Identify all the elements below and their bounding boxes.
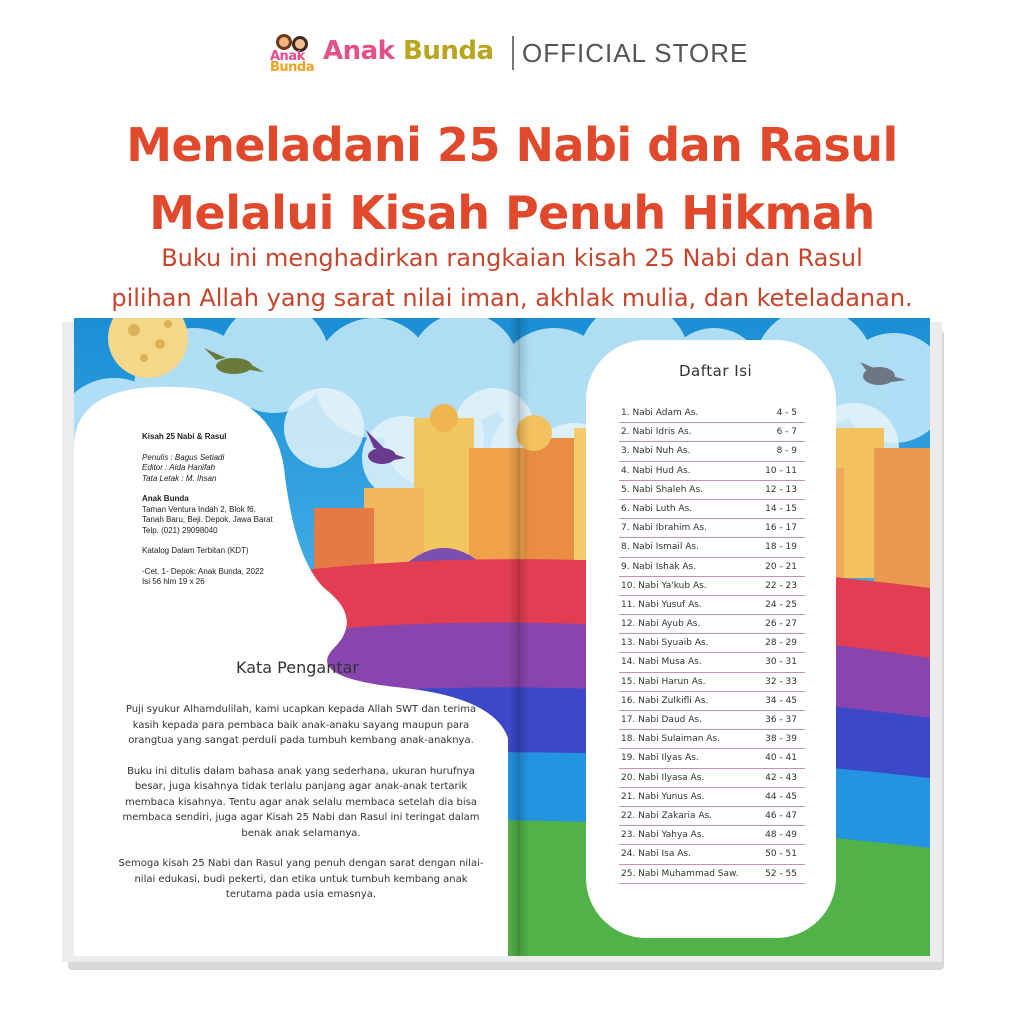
- subtitle-line-1: Buku ini menghadirkan rangkaian kisah 25 Nabi dan Rasul: [161, 244, 863, 272]
- anak-bunda-logo: [270, 34, 320, 76]
- publisher-name: Anak Bunda: [142, 494, 189, 503]
- toc-chapter-name: 1. Nabi Adam As.: [621, 408, 699, 418]
- toc-row: [619, 845, 805, 864]
- publisher-address-1: Taman Ventura Indah 2, Blok f6.: [142, 504, 256, 514]
- toc-page-range: 20 - 21: [765, 561, 797, 572]
- kdt-label: Katalog Dalam Terbitan (KDT): [142, 546, 249, 555]
- toc-row: [619, 423, 805, 442]
- toc-chapter-name: 7. Nabi Ibrahim As.: [621, 523, 707, 534]
- brand-name: [323, 36, 494, 66]
- toc-list: [619, 404, 805, 884]
- toc-page-range: 26 - 27: [765, 619, 797, 630]
- toc-row: [619, 673, 805, 692]
- toc-page-range: 40 - 41: [765, 753, 797, 764]
- foreword-paragraph: Semoga kisah 25 Nabi dan Rasul yang penuh dengan sarat dengan nilai-nilai edukasi, budi pekerti, dan etika untuk tumbuh kembang anak terutama pada usia emasnya.: [118, 858, 484, 900]
- toc-row: [619, 481, 805, 500]
- logo-word-1: Anak: [270, 49, 305, 64]
- toc-page-range: 34 - 45: [765, 695, 797, 706]
- toc-chapter-name: 19. Nabi Ilyas As.: [621, 753, 699, 764]
- writer-credit: Penulis : Bagus Setiadi: [142, 452, 225, 462]
- brand-part-2: Bunda: [403, 36, 494, 66]
- toc-chapter-name: 8. Nabi Ismail As.: [621, 542, 699, 553]
- toc-row: [619, 538, 805, 557]
- subtitle-line-2: pilihan Allah yang sarat nilai iman, akhlak mulia, dan keteladanan.: [111, 284, 913, 312]
- toc-row: [619, 577, 805, 596]
- foreword-body: [116, 702, 486, 918]
- toc-row: [619, 404, 805, 423]
- toc-page-range: 52 - 55: [765, 868, 797, 879]
- toc-row: [619, 807, 805, 826]
- toc-chapter-name: 23. Nabi Yahya As.: [621, 830, 705, 841]
- toc-row: [619, 519, 805, 538]
- toc-page-range: 30 - 31: [765, 657, 797, 668]
- toc-row: [619, 500, 805, 519]
- toc-chapter-name: 5. Nabi Shaleh As.: [621, 484, 704, 495]
- logo-word-2: Bunda: [270, 60, 314, 75]
- headline-line-2: Melalui Kisah Penuh Hikmah: [149, 186, 875, 240]
- toc-chapter-name: 2. Nabi Idris As.: [621, 427, 692, 438]
- toc-page-range: 16 - 17: [765, 523, 797, 534]
- publisher-phone: Telp. (021) 29098040: [142, 525, 218, 535]
- imprint-block: [142, 432, 332, 588]
- toc-row: [619, 558, 805, 577]
- toc-row: [619, 711, 805, 730]
- toc-page-range: 14 - 15: [765, 503, 797, 514]
- kid-face-icon: [276, 34, 292, 50]
- toc-chapter-name: 6. Nabi Luth As.: [621, 503, 693, 514]
- toc-chapter-name: 15. Nabi Harun As.: [621, 676, 706, 687]
- toc-page-range: 32 - 33: [765, 676, 797, 687]
- publisher-address-2: Tanah Baru, Beji. Depok. Jawa Barat: [142, 515, 273, 524]
- foreword-title: Kata Pengantar: [236, 658, 359, 677]
- toc-page-range: 46 - 47: [765, 810, 797, 821]
- layout-credit: Tata Letak : M. Ihsan: [142, 473, 217, 483]
- toc-page-range: 24 - 25: [765, 599, 797, 610]
- foreword-paragraph: Buku ini ditulis dalam bahasa anak yang sederhana, ukuran hurufnya besar, juga kisahnya tidak terlalu panjang agar anak-anak tertarik membaca kisahnya. Tentu agar anak selalu membaca setelah dia bisa membaca sendiri, juga agar Kisah 25 Nabi dan Rasul ini teringat dalam benak anak selamanya.: [122, 765, 480, 839]
- toc-row: [619, 596, 805, 615]
- edition-info: -Cet. 1- Depok: Anak Bunda, 2022: [142, 566, 264, 576]
- toc-chapter-name: 14. Nabi Musa As.: [621, 657, 702, 668]
- toc-chapter-name: 10. Nabi Ya'kub As.: [621, 580, 707, 591]
- open-book: [62, 318, 942, 964]
- toc-page-range: 8 - 9: [776, 446, 797, 457]
- toc-row: [619, 730, 805, 749]
- toc-page-range: 22 - 23: [765, 580, 797, 591]
- toc-page-range: 18 - 19: [765, 542, 797, 553]
- toc-chapter-name: 20. Nabi Ilyasa As.: [621, 772, 705, 783]
- toc-row: [619, 692, 805, 711]
- toc-chapter-name: 4. Nabi Hud As.: [621, 465, 691, 476]
- toc-chapter-name: 12. Nabi Ayub As.: [621, 619, 701, 630]
- toc-page-range: 42 - 43: [765, 772, 797, 783]
- book-title: Kisah 25 Nabi & Rasul: [142, 432, 227, 441]
- toc-chapter-name: 17. Nabi Daud As.: [621, 715, 702, 725]
- toc-row: [619, 788, 805, 807]
- brand-part-1: Anak: [323, 36, 395, 66]
- toc-chapter-name: 24. Nabi Isa As.: [621, 849, 691, 860]
- editor-credit: Editor : Aida Hanifah: [142, 463, 216, 472]
- official-store-label: OFFICIAL STORE: [522, 38, 749, 68]
- book-spread: [74, 318, 930, 956]
- toc-chapter-name: 9. Nabi Ishak As.: [621, 561, 697, 572]
- toc-chapter-name: 13. Nabi Syuaib As.: [621, 638, 709, 649]
- toc-page-range: 6 - 7: [776, 427, 797, 438]
- toc-chapter-name: 18. Nabi Sulaiman As.: [621, 734, 720, 745]
- toc-page-range: 28 - 29: [765, 638, 797, 649]
- toc-chapter-name: 21. Nabi Yunus As.: [621, 791, 705, 802]
- toc-row: [619, 615, 805, 634]
- toc-chapter-name: 22. Nabi Zakaria As.: [621, 810, 713, 821]
- toc-chapter-name: 3. Nabi Nuh As.: [621, 446, 691, 457]
- toc-chapter-name: 11. Nabi Yusuf As.: [621, 599, 702, 610]
- header-divider: [512, 36, 514, 70]
- toc-page-range: 38 - 39: [765, 734, 797, 745]
- toc-page-range: 48 - 49: [765, 830, 797, 841]
- toc-title: Daftar Isi: [679, 362, 753, 380]
- toc-row: [619, 865, 805, 884]
- toc-row: [619, 634, 805, 653]
- toc-page-range: 10 - 11: [765, 465, 797, 476]
- toc-chapter-name: 25. Nabi Muhammad Saw.: [621, 868, 739, 879]
- store-header: [0, 28, 1024, 78]
- foreword-paragraph: Puji syukur Alhamdulilah, kami ucapkan kepada Allah SWT dan terima kasih kepada para pembaca baik anak-anaku sayang maupun para orangtua yang sangat perduli pada tumbuh kembang anak-anaknya.: [125, 704, 477, 746]
- toc-row: [619, 462, 805, 481]
- toc-row: [619, 442, 805, 461]
- toc-chapter-name: 16. Nabi Zulkifli As.: [621, 695, 709, 706]
- toc-page-range: 50 - 51: [765, 849, 797, 860]
- toc-page-range: 44 - 45: [765, 791, 797, 802]
- toc-row: [619, 826, 805, 845]
- toc-page-range: 36 - 37: [765, 715, 797, 725]
- book-gutter: [508, 318, 530, 956]
- toc-page-range: 4 - 5: [776, 408, 797, 418]
- toc-row: [619, 653, 805, 672]
- headline-line-1: Meneladani 25 Nabi dan Rasul: [126, 118, 898, 172]
- toc-page-range: 12 - 13: [765, 484, 797, 495]
- book-size: Isi 56 hlm 19 x 26: [142, 577, 205, 586]
- toc-row: [619, 749, 805, 768]
- toc-row: [619, 769, 805, 788]
